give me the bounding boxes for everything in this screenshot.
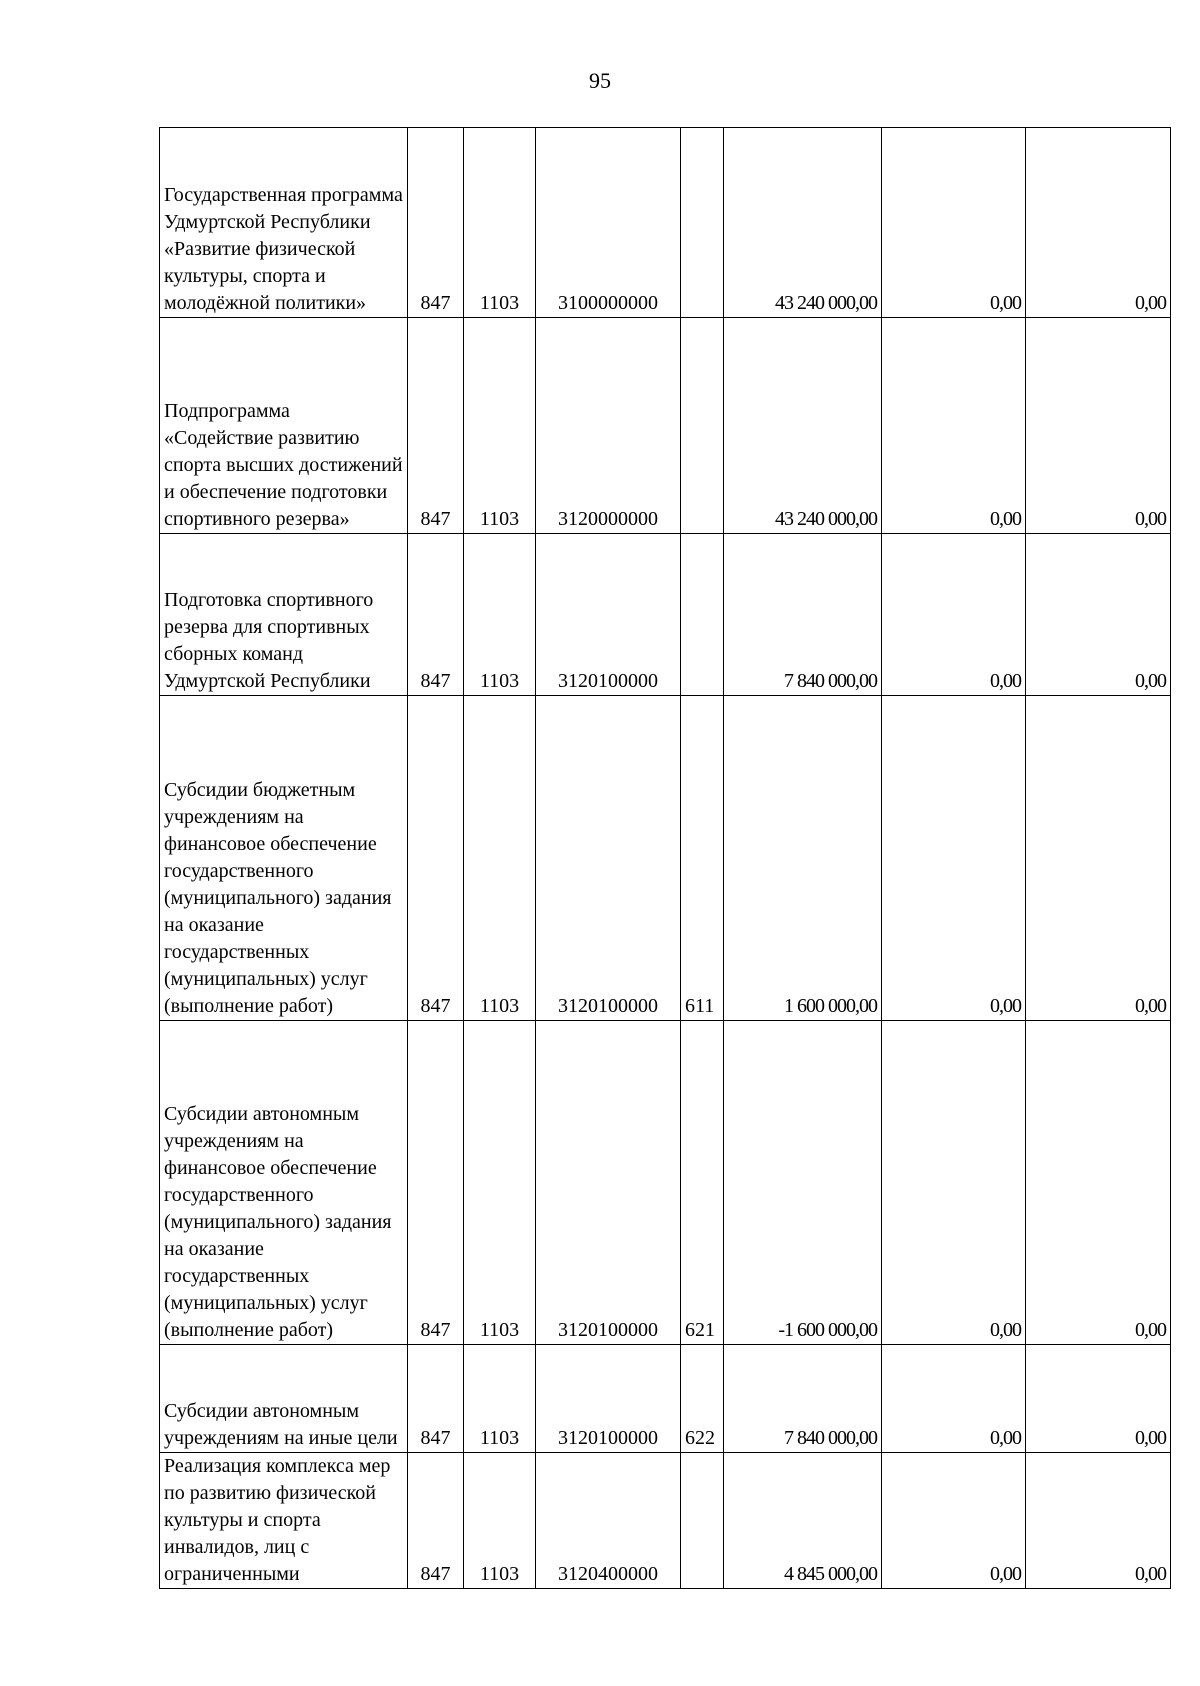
target-code: 3120100000 [536,1021,681,1345]
target-code: 3120400000 [536,1453,681,1589]
expense-type-code: 622 [681,1345,724,1453]
amount-2: 0,00 [882,1345,1026,1453]
amount-1: 43 240 000,00 [724,318,882,534]
table-row [160,128,1171,318]
expense-type-code [681,318,724,534]
row-name: Реализация комплекса мер по развитию физической культуры и спорта инвалидов, лиц с ограниченными [160,1453,408,1589]
section-code: 1103 [464,128,536,318]
expense-type-code [681,1453,724,1589]
amount-1: -1 600 000,00 [724,1021,882,1345]
amount-1: 1 600 000,00 [724,696,882,1021]
target-code: 3120100000 [536,1345,681,1453]
amount-2: 0,00 [882,318,1026,534]
amount-3: 0,00 [1026,1345,1171,1453]
table-row [160,534,1171,696]
target-code: 3100000000 [536,128,681,318]
section-code: 1103 [464,318,536,534]
amount-1: 43 240 000,00 [724,128,882,318]
table-row [160,1453,1171,1589]
amount-2: 0,00 [882,534,1026,696]
amount-2: 0,00 [882,696,1026,1021]
target-code: 3120100000 [536,534,681,696]
row-name: Государственная программа Удмуртской Республики «Развитие физической культуры, спорта и молодёжной политики» [160,128,408,318]
table-row [160,318,1171,534]
amount-2: 0,00 [882,128,1026,318]
ministry-code: 847 [408,534,464,696]
amount-2: 0,00 [882,1021,1026,1345]
expense-type-code: 611 [681,696,724,1021]
amount-3: 0,00 [1026,318,1171,534]
ministry-code: 847 [408,1453,464,1589]
section-code: 1103 [464,1021,536,1345]
amount-3: 0,00 [1026,534,1171,696]
amount-3: 0,00 [1026,696,1171,1021]
budget-table [159,127,1171,1589]
expense-type-code [681,534,724,696]
amount-1: 4 845 000,00 [724,1453,882,1589]
table-row [160,1021,1171,1345]
ministry-code: 847 [408,1021,464,1345]
row-name: Подпрограмма «Содействие развитию спорта высших достижений и обеспечение подготовки спортивного резерва» [160,318,408,534]
row-name: Субсидии бюджетным учреждениям на финансовое обеспечение государственного (муниципального) задания на оказание государственных (муниципальных) услуг (выполнение работ) [160,696,408,1021]
table-row [160,696,1171,1021]
amount-3: 0,00 [1026,1021,1171,1345]
amount-3: 0,00 [1026,1453,1171,1589]
table-row [160,1345,1171,1453]
amount-1: 7 840 000,00 [724,1345,882,1453]
expense-type-code [681,128,724,318]
ministry-code: 847 [408,128,464,318]
amount-3: 0,00 [1026,128,1171,318]
section-code: 1103 [464,1345,536,1453]
ministry-code: 847 [408,1345,464,1453]
section-code: 1103 [464,696,536,1021]
row-name: Субсидии автономным учреждениям на финансовое обеспечение государственного (муниципального) задания на оказание государственных (муниципальных) услуг (выполнение работ) [160,1021,408,1345]
amount-2: 0,00 [882,1453,1026,1589]
section-code: 1103 [464,1453,536,1589]
ministry-code: 847 [408,696,464,1021]
page-number: 95 [589,68,611,93]
amount-1: 7 840 000,00 [724,534,882,696]
ministry-code: 847 [408,318,464,534]
section-code: 1103 [464,534,536,696]
target-code: 3120000000 [536,318,681,534]
expense-type-code: 621 [681,1021,724,1345]
row-name: Субсидии автономным учреждениям на иные цели [160,1345,408,1453]
target-code: 3120100000 [536,696,681,1021]
row-name: Подготовка спортивного резерва для спортивных сборных команд Удмуртской Республики [160,534,408,696]
